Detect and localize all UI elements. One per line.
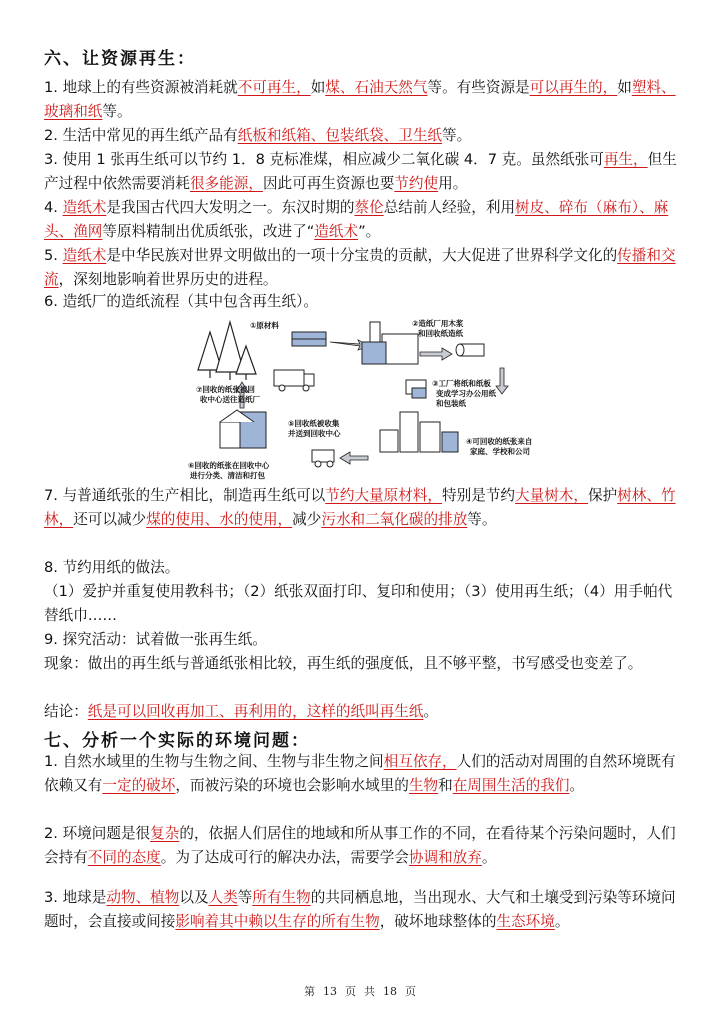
recycling-center-icon [220,410,266,448]
body-text: 等。 [467,511,497,528]
fig-label: ⑦回收的纸张被回 [196,385,255,394]
body-text: 6. 造纸厂的造纸流程（其中包含再生纸）。 [44,293,318,310]
fig-label: ⑥回收的纸张在回收中心 [188,461,270,470]
answer-text: 一定的破坏 [102,777,176,794]
fig-label: ④可回收的纸张来自 [466,437,533,446]
paragraph-7-1 [44,750,680,798]
paragraph-7 [44,484,680,532]
body-text: 3. 地球是 [44,889,107,906]
paragraph-6 [44,290,680,314]
fig-label: 和包装纸 [436,399,466,408]
body-text: 特别是节约 [442,487,516,504]
answer-text: 复杂 [150,825,180,842]
recycling-truck-icon [312,450,334,467]
answer-text: 在周围生活的我们 [452,777,570,794]
paragraph-3 [44,148,680,196]
body-text: 4. [44,199,63,216]
fig-label: 进行分类、清洁和打包 [190,471,265,480]
paragraph-2 [44,124,680,148]
tree-icon [198,322,256,380]
arrow-icon [496,368,508,394]
fig-label: ②造纸厂用木浆 [412,319,464,328]
body-text: 2. 生活中常见的再生纸产品有 [44,127,238,144]
answer-text: 塑料、玻璃和纸 [44,79,676,120]
papermaking-flow-diagram [180,312,560,488]
paragraph-8 [44,556,680,580]
answer-text: 煤的使用、水的使用， [146,511,293,528]
answer-text: 蔡伦 [354,199,384,216]
body-text: 等。 [442,127,472,144]
paragraph-phenomenon [44,652,680,676]
body-text: 2. 环境问题是很 [44,825,151,842]
body-text: 还可以减少 [73,511,147,528]
body-text: 。 [554,913,570,930]
answer-text: 大量树木， [515,487,588,504]
answer-text: 节约使 [394,175,439,192]
answer-text: 相互依存， [383,753,457,770]
body-text: 但生产过程中依然需要消耗 [44,151,677,192]
paper-roll-icon [456,344,484,356]
answer-text: 传播和交流 [44,247,676,288]
answer-text: 纸板和纸箱、包装纸袋、卫生纸 [237,127,443,144]
answer-text: 造纸术 [314,223,359,240]
answer-text: 影响着其中赖以生存的所有生物 [175,913,380,930]
body-text: 等 [237,889,253,906]
arrow-icon [340,452,368,464]
paragraph-conclusion [44,700,680,724]
section-heading-6: 六、让资源再生： [44,49,196,69]
answer-text: 树皮、碎布（麻布）、麻头、渔网 [44,199,669,240]
footer-text: 页 [345,985,356,998]
body-text: 以及 [179,889,209,906]
answer-text: 所有生物 [252,889,311,906]
paragraph-5 [44,244,680,292]
fig-label: 和回收纸造纸 [418,329,463,338]
answer-text: 造纸术 [62,199,107,216]
body-text: ，深刻地影响着世界历史的进程。 [58,271,278,288]
paragraph-4 [44,196,680,244]
body-text: 等。 [102,103,132,120]
body-text: 7. 与普通纸张的生产相比，制造再生纸可以 [44,487,326,504]
city-buildings-icon [380,412,458,452]
body-text: 如 [617,79,632,96]
answer-text: 生态环境 [496,913,555,930]
body-text: 因此可再生资源也要 [262,175,395,192]
answer-text: 树林、竹林， [44,487,676,528]
body-text: 8. 节约用纸的做法。 [44,559,180,576]
paragraph-1 [44,76,680,124]
page-number: 13 [323,985,337,998]
body-text: 。 [423,703,439,720]
footer-text: 第 [304,985,315,998]
paper-factory-icon [362,322,418,364]
body-text: 。 [481,849,497,866]
answer-text: 可以再生的， [529,79,618,96]
body-text: 等原料精制出优质纸张，改进了“ [102,223,315,240]
log-pile-icon [292,332,326,346]
body-text: 用。 [438,175,468,192]
body-text: （1）爱护并重复使用教科书；（2）纸张双面打印、复印和使用；（3）使用再生纸；（4）用手帕代替纸巾…… [44,583,673,624]
body-text: 1. 自然水域里的生物与生物之间、生物与非生物之间 [44,753,384,770]
answer-text: 很多能源， [189,175,263,192]
body-text: 5. [44,247,63,264]
body-text: 。 [569,777,585,794]
body-text: 现象：做出的再生纸与普通纸张相比较，再生纸的强度低，且不够平整，书写感受也变差了。 [44,655,643,672]
paragraph-7-2 [44,822,680,870]
body-text: 1. 地球上的有些资源被消耗就 [44,79,238,96]
body-text: ，而被污染的环境也会影响水域里的 [175,777,409,794]
fig-label: 变成学习办公用纸 [436,389,496,398]
body-text: 的共同栖息地，当出现水、大气和土壤受到污染等环境问题时，会直接或间接 [44,889,676,930]
body-text: 是中华民族对世界文明做出的一项十分宝贵的贡献，大大促进了世界科学文化的 [106,247,618,264]
answer-text: 生物 [408,777,439,794]
answer-text: 煤、石油天然气 [325,79,428,96]
fig-label: 家庭、学校和公司 [470,447,530,456]
answer-text: 污水和二氧化碳的排放 [321,511,468,528]
answer-text: 人类 [208,889,238,906]
answer-text: 动物、植物 [106,889,180,906]
footer-text: 页 [405,985,416,998]
paper-products-icon [406,380,426,398]
body-text: 3. 使用 1 张再生纸可以节约 1．8 克标准煤，相应减少二氧化碳 4．7 克。虽然纸张可 [44,151,604,168]
fig-label: ①原材料 [250,321,279,330]
body-text: 减少 [292,511,322,528]
body-text: 结论： [44,703,88,720]
footer-text: 共 [364,985,375,998]
body-text: 和 [438,777,453,794]
fig-label: ⑤回收纸被收集 [288,419,340,428]
body-text: 如 [310,79,326,96]
fig-label: 并送到回收中心 [288,429,341,438]
body-text: ”。 [358,223,381,240]
answer-text: 不同的态度 [87,849,161,866]
body-text: ，破坏地球整体的 [379,913,497,930]
paragraph-8-list [44,580,680,628]
body-text: 人们的活动对周围的自然环境既有依赖又有 [44,753,676,794]
body-text: 。为了达成可行的解决办法，需要学会 [160,849,409,866]
fig-label: 收中心送往造纸厂 [200,395,260,404]
paragraph-7-3 [44,886,680,934]
truck-icon [274,370,314,391]
body-text: 总结前人经验，利用 [383,199,516,216]
body-text: 保护 [588,487,618,504]
page-footer [0,983,720,999]
body-text: 是我国古代四大发明之一。东汉时期的 [106,199,355,216]
answer-text: 节约大量原材料， [325,487,443,504]
page-total: 18 [383,985,397,998]
answer-text: 纸是可以回收再加工、再利用的，这样的纸叫再生纸 [87,703,424,720]
answer-text: 造纸术 [62,247,107,264]
paragraph-9 [44,628,680,652]
fig-label: ③工厂将纸和纸板 [432,379,491,388]
arrow-icon [420,348,452,360]
body-text: 的，依据人们居住的地域和所从事工作的不同，在看待某个污染问题时，人们会持有 [44,825,676,866]
answer-text: 协调和放弃 [408,849,482,866]
answer-text: 不可再生， [237,79,311,96]
answer-text: 再生， [603,151,648,168]
section-heading-7: 七、分析一个实际的环境问题： [44,731,310,751]
body-text: 9. 探究活动：试着做一张再生纸。 [44,631,267,648]
body-text: 等。有些资源是 [427,79,530,96]
